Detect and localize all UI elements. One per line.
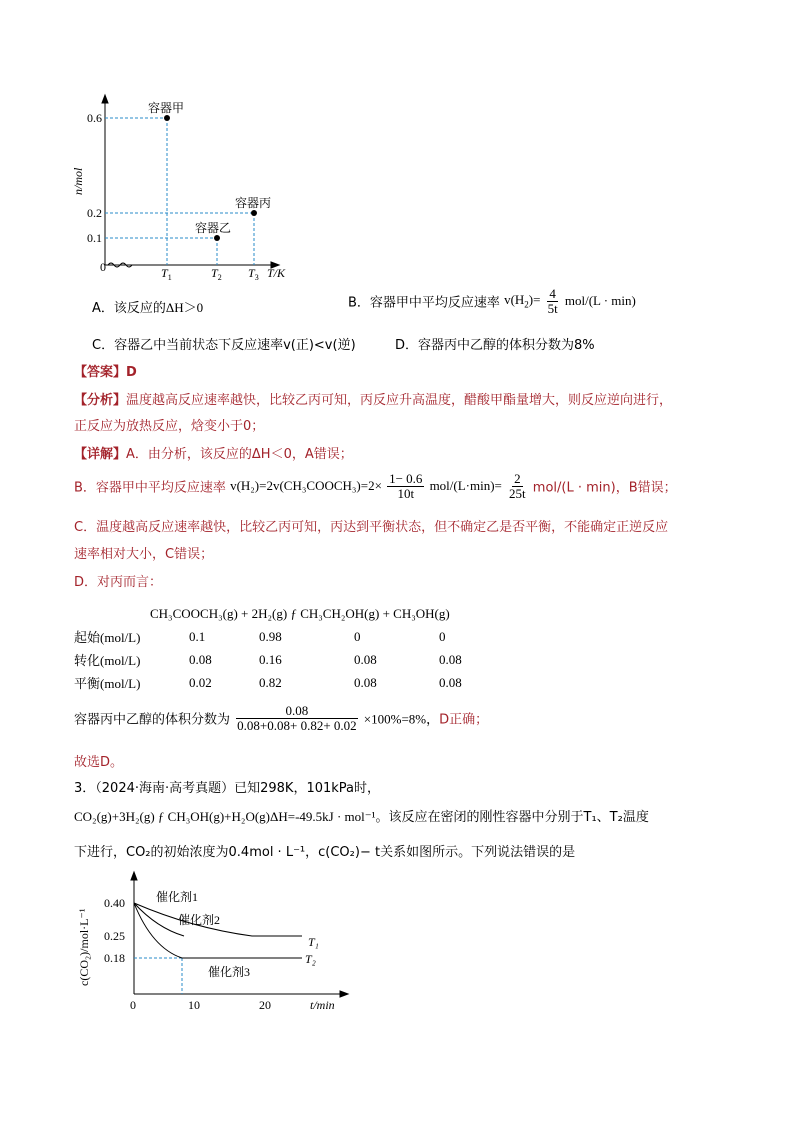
- detail-b-den2: 25t: [509, 485, 526, 501]
- table-row: [74, 671, 489, 694]
- equilibrium-table: [74, 625, 489, 694]
- detail-b-num2: 2: [514, 471, 521, 486]
- volume-fraction-num: 0.08: [236, 704, 359, 719]
- y-tick-0.1: 0.1: [87, 231, 102, 245]
- option-b-sub: 2: [524, 299, 529, 310]
- y-tick-0.40: 0.40: [104, 896, 125, 910]
- detail-label: 【详解】: [74, 447, 127, 462]
- option-a-prefix: A．该反应的: [92, 301, 166, 316]
- row-label: 转化(mol/L): [74, 653, 141, 668]
- chart-2-c-vs-t: [72, 868, 362, 1018]
- y-axis-label: n/mol: [71, 167, 85, 195]
- cell: 0: [354, 628, 361, 644]
- y-tick-0.25: 0.25: [104, 929, 125, 943]
- y-tick-0.2: 0.2: [87, 206, 102, 220]
- detail-b-den1: 10t: [397, 485, 415, 501]
- detail-a-text: A．由分析，该反应的ΔH＜0，A错误；: [126, 447, 353, 462]
- detail-line-c2: 速率相对大小，C错误；: [74, 547, 214, 562]
- volume-fraction: [235, 704, 359, 732]
- row-label: 起始(mol/L): [74, 630, 141, 645]
- label-catalyst-3: 催化剂3: [208, 965, 251, 979]
- option-b: [348, 287, 636, 315]
- chart-2-curves: [134, 903, 302, 958]
- label-t1: T₁: [308, 935, 319, 949]
- option-b-num: 4: [549, 286, 556, 301]
- analysis-text-1: 温度越高反应速率越快，比较乙丙可知，丙反应升高温度，醋酸甲酯量增大，则反应逆向进行，: [126, 393, 673, 408]
- volume-fraction-line: [74, 704, 488, 732]
- detail-b-num1: 1− 0.6: [389, 471, 423, 486]
- point-rongqi-jia: [164, 115, 170, 121]
- cell: 0.08: [439, 674, 462, 690]
- point-label-jia: 容器甲: [148, 101, 185, 115]
- q3-title: 3．（2024·海南·高考真题）已知298K，101kPa时，: [74, 781, 381, 796]
- x-tick-t2: $T_2$: [211, 266, 222, 282]
- option-b-close: )=: [528, 292, 541, 308]
- cell: 0.98: [259, 628, 282, 644]
- detail-b-expr1: v(H₂)=2v(CH₃COOCH₃)=2×: [230, 478, 382, 494]
- x-axis-label: t/min: [310, 998, 335, 1012]
- cell: 0.1: [189, 628, 206, 644]
- cell: 0.02: [189, 674, 212, 690]
- chart-1-guides: [105, 118, 254, 265]
- cell: 0.82: [259, 674, 282, 690]
- point-label-bing: 容器丙: [235, 196, 272, 210]
- q3-line-2: 下进行，CO₂的初始浓度为0.4mol · L⁻¹，c(CO₂)− t关系如图所示。下列说法错误的是: [74, 845, 576, 860]
- answer-line: 【答案】D: [74, 365, 137, 380]
- cell: 0.08: [354, 674, 377, 690]
- detail-b-fraction-2: [507, 472, 528, 500]
- detail-line-d: D．对丙而言：: [74, 575, 163, 590]
- chart-2-guides: [134, 958, 182, 994]
- option-c: C．容器乙中当前状态下反应速率v(正)<v(逆): [92, 338, 356, 353]
- detail-line-b: [74, 472, 677, 500]
- x-tick-20: 20: [259, 998, 271, 1012]
- detail-b-mid: mol/(L·min)=: [429, 478, 502, 494]
- y-tick-0.6: 0.6: [87, 111, 102, 125]
- y-axis-label: c(CO₂)/mol·L⁻¹: [77, 908, 91, 986]
- table-row: [74, 648, 489, 671]
- frac-suffix: ×100%=8%，: [363, 711, 440, 727]
- x-tick-10: 10: [188, 998, 200, 1012]
- q3-reaction-tail: 。该反应在密闭的刚性容器中分别于T₁、T₂温度: [375, 810, 649, 825]
- option-b-unit: mol/(L · min): [564, 293, 636, 309]
- option-a-expr: ΔH＞0: [165, 300, 204, 315]
- x-tick-0: 0: [130, 998, 136, 1012]
- detail-b-end: mol/(L · min)，B错误；: [532, 480, 677, 496]
- point-label-yi: 容器乙: [195, 221, 232, 235]
- point-rongqi-bing: [251, 210, 257, 216]
- cell: 0: [439, 628, 446, 644]
- detail-b-prefix: B．容器甲中平均反应速率: [74, 480, 226, 496]
- detail-b-fraction-1: [387, 472, 424, 500]
- analysis-line-1: [74, 389, 672, 408]
- label-t2: T₂: [305, 952, 316, 966]
- volume-fraction-den: 0.08+0.08+ 0.82+ 0.02: [237, 717, 357, 733]
- option-b-fraction: [546, 287, 560, 315]
- option-b-prefix: B．容器甲中平均反应速率: [348, 295, 500, 311]
- origin-label: 0: [100, 260, 106, 274]
- row-label: 平衡(mol/L): [74, 676, 141, 691]
- chart-1-n-vs-t: [60, 85, 310, 285]
- point-rongqi-yi: [214, 235, 220, 241]
- label-catalyst-1: 催化剂1: [156, 890, 199, 904]
- frac-correct: D正确；: [439, 712, 489, 728]
- cell: 0.08: [189, 651, 212, 667]
- final-answer: 故选D。: [74, 755, 124, 770]
- option-b-v: v(H: [504, 292, 525, 308]
- detail-line-c1: C．温度越高反应速率越快，比较乙丙可知，丙达到平衡状态，但不确定乙是否平衡，不能确定正逆反应: [74, 520, 669, 535]
- cell: 0.16: [259, 651, 282, 667]
- cell: 0.08: [354, 651, 377, 667]
- x-tick-t3: $T_3$: [248, 266, 259, 282]
- detail-line-a: [74, 443, 353, 462]
- x-tick-t1: $T_1$: [161, 266, 172, 282]
- eq-header: CH₃COOCH₃(g) + 2H₂(g) ƒ CH₃CH₂OH(g) + CH₃OH(g): [150, 606, 450, 621]
- q3-reaction-line: [74, 806, 649, 825]
- frac-prefix: 容器丙中乙醇的体积分数为: [74, 712, 231, 728]
- q3-reaction: CO₂(g)+3H₂(g) ƒ CH₃OH(g)+H₂O(g)ΔH=-49.5kJ · mol⁻¹: [74, 809, 376, 824]
- cell: 0.08: [439, 651, 462, 667]
- option-d: D．容器丙中乙醇的体积分数为8%: [395, 338, 595, 353]
- analysis-line-2: 正反应为放热反应，焓变小于0；: [74, 419, 265, 434]
- y-tick-0.18: 0.18: [104, 951, 125, 965]
- chart-1-axes: [102, 95, 279, 268]
- analysis-label: 【分析】: [74, 393, 127, 408]
- x-axis-label: T/K: [267, 266, 286, 280]
- option-a: [92, 297, 203, 316]
- table-row: [74, 625, 489, 648]
- option-b-den: 5t: [547, 300, 558, 316]
- label-catalyst-2: 催化剂2: [178, 913, 221, 927]
